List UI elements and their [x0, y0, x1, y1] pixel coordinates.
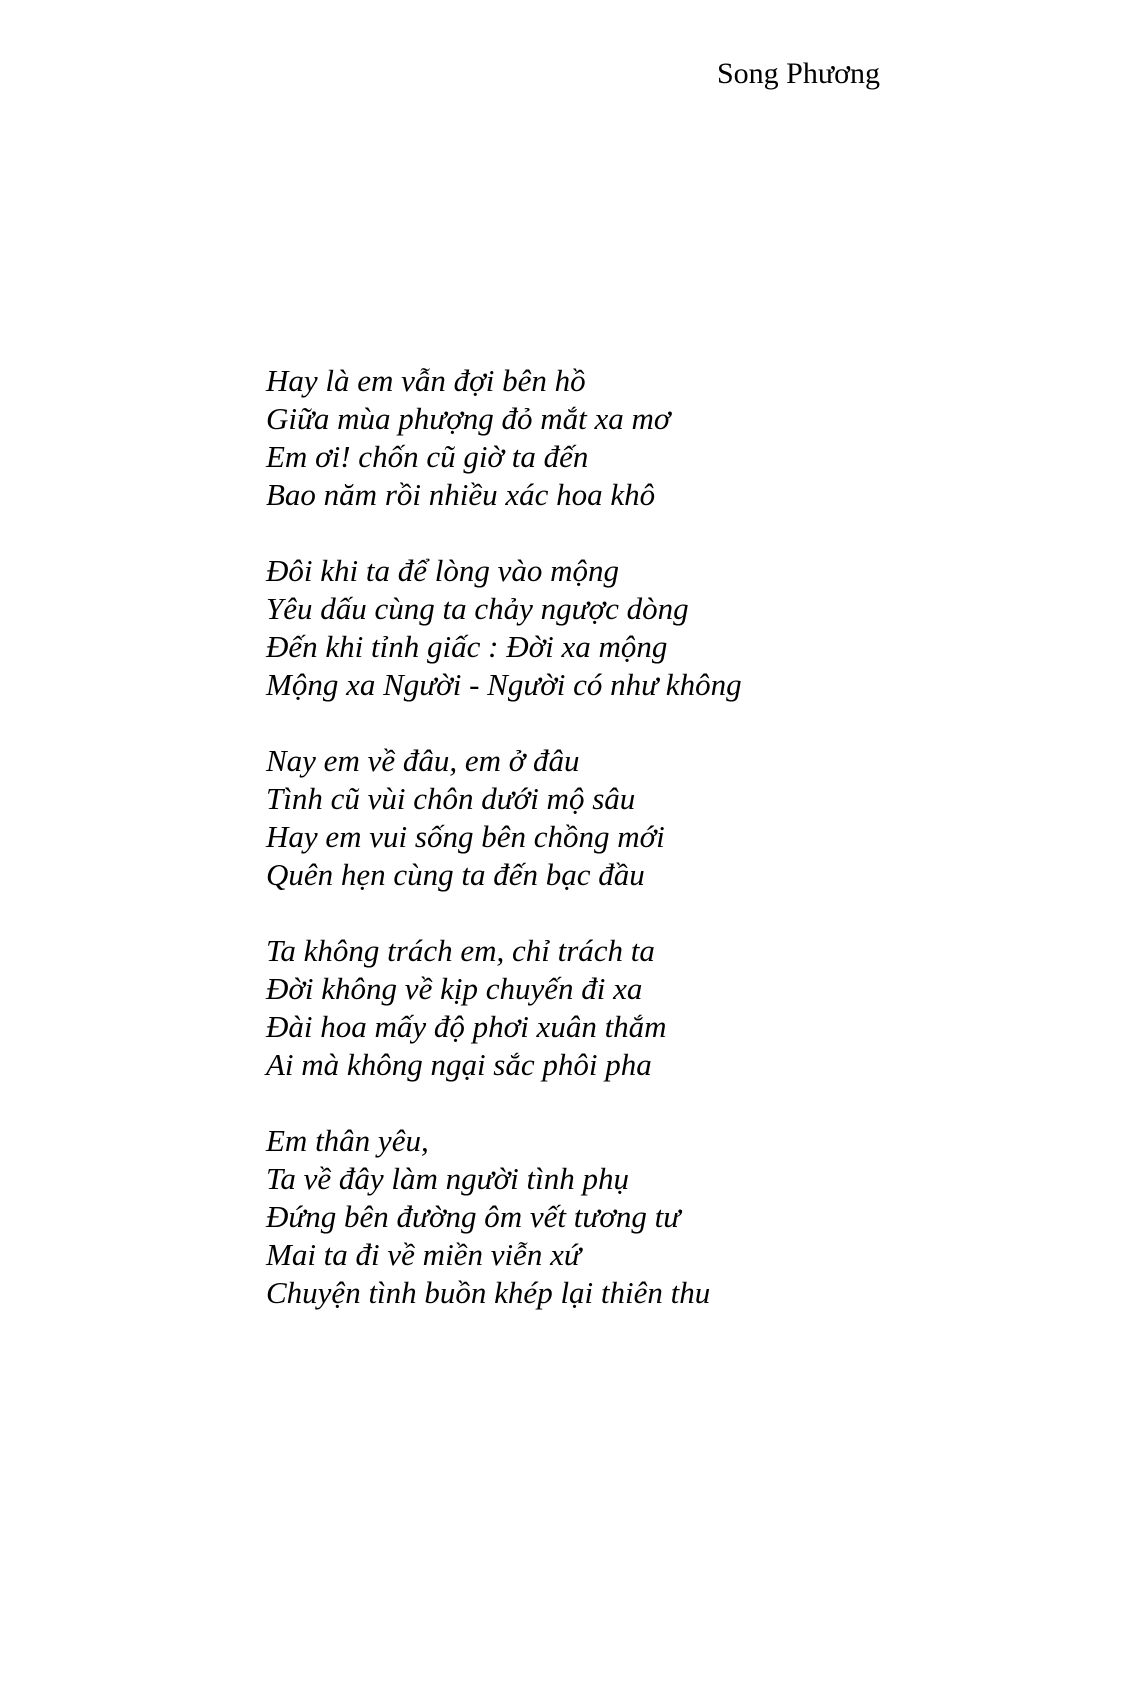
poem-line: Ta không trách em, chỉ trách ta [266, 933, 655, 968]
poem-stanza-2 [266, 552, 1026, 704]
poem-line: Đôi khi ta để lòng vào mộng [266, 553, 620, 588]
poem-line: Đời không về kịp chuyến đi xa [266, 971, 643, 1006]
poem-line: Tình cũ vùi chôn dưới mộ sâu [266, 781, 636, 816]
poem-line: Mộng xa Người - Người có như không [266, 667, 742, 702]
poem-line: Hay là em vẫn đợi bên hồ [266, 363, 586, 398]
poem-line: Giữa mùa phượng đỏ mắt xa mơ [266, 401, 671, 436]
poem-line: Em ơi! chốn cũ giờ ta đến [266, 439, 589, 474]
poem-line: Đứng bên đường ôm vết tương tư [266, 1199, 681, 1234]
poem-stanza-4 [266, 932, 1026, 1084]
poem-stanza-3 [266, 742, 1026, 894]
poem-line: Ai mà không ngại sắc phôi pha [266, 1047, 652, 1082]
poem-line: Em thân yêu, [266, 1123, 429, 1158]
poem-line: Bao năm rồi nhiều xác hoa khô [266, 477, 656, 512]
poem-line: Yêu dấu cùng ta chảy ngược dòng [266, 591, 689, 626]
poem-line: Hay em vui sống bên chồng mới [266, 819, 665, 854]
poem-line: Ta về đây làm người tình phụ [266, 1161, 629, 1196]
poem-stanza-1 [266, 362, 1026, 514]
poem-stanza-5 [266, 1122, 1026, 1312]
poem-line: Quên hẹn cùng ta đến bạc đầu [266, 857, 645, 892]
poem-line: Đến khi tỉnh giấc : Đời xa mộng [266, 629, 668, 664]
poem-line: Đài hoa mấy độ phơi xuân thắm [266, 1009, 667, 1044]
poem-line: Mai ta đi về miền viễn xứ [266, 1237, 581, 1272]
poem [266, 362, 1026, 1350]
poem-line: Chuyện tình buồn khép lại thiên thu [266, 1275, 711, 1310]
poem-line: Nay em về đâu, em ở đâu [266, 743, 580, 778]
page-header-author: Song Phương [717, 57, 880, 90]
